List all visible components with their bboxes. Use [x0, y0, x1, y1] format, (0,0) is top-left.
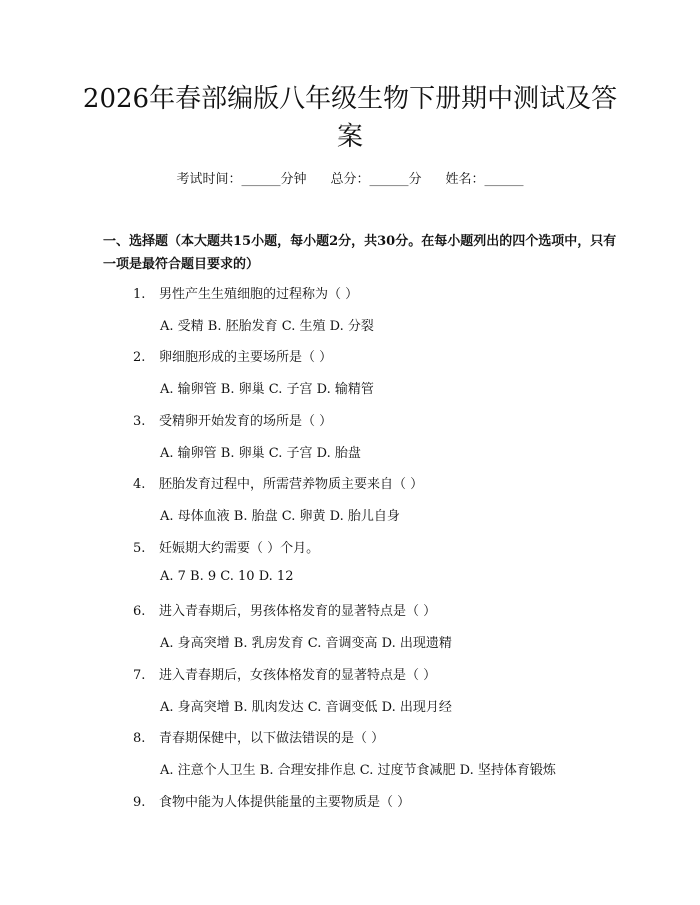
question-text: 男性产生生殖细胞的过程称为（ ） [159, 287, 359, 302]
question-text: 妊娠期大约需要（ ）个月。 [159, 541, 320, 556]
question-number: 9. [133, 795, 146, 810]
question-text: 进入青春期后，男孩体格发育的显著特点是（ ） [159, 604, 437, 619]
question-options: A. 母体血液 B. 胎盘 C. 卵黄 D. 胎儿自身 [160, 509, 400, 524]
section-heading: 一、选择题（本大题共15小题，每小题2分，共30分。在每小题列出的四个选项中，只有一项是最符合题目要求的） [103, 234, 617, 272]
question-options: A. 受精 B. 胚胎发育 C. 生殖 D. 分裂 [160, 319, 374, 334]
question-text: 食物中能为人体提供能量的主要物质是（ ） [159, 795, 411, 810]
question-item [133, 410, 332, 429]
question-text: 进入青春期后，女孩体格发育的显著特点是（ ） [159, 668, 437, 683]
question-text: 受精卵开始发育的场所是（ ） [159, 414, 333, 429]
question-number: 8. [133, 731, 146, 746]
question-item [133, 664, 436, 683]
question-item [133, 727, 384, 746]
question-options: A. 身高突增 B. 肌肉发达 C. 音调变低 D. 出现月经 [160, 700, 452, 715]
question-number: 6. [133, 604, 146, 619]
question-number: 1. [133, 287, 146, 302]
question-options: A. 7 B. 9 C. 10 D. 12 [160, 569, 294, 584]
page-title: 2026年春部编版八年级生物下册期中测试及答案 [82, 84, 618, 152]
exam-info-line [0, 168, 700, 187]
question-number: 7. [133, 668, 146, 683]
question-number: 2. [133, 350, 146, 365]
exam-time-field: 考试时间：______分钟 [176, 172, 307, 187]
question-text: 卵细胞形成的主要场所是（ ） [159, 350, 333, 365]
question-number: 5. [133, 541, 146, 556]
student-name-field: 姓名：______ [445, 172, 524, 187]
question-item [133, 346, 332, 365]
total-score-field: 总分：______分 [330, 172, 422, 187]
question-options: A. 输卵管 B. 卵巢 C. 子宫 D. 胎盘 [160, 446, 361, 461]
question-item [133, 283, 358, 302]
question-options: A. 输卵管 B. 卵巢 C. 子宫 D. 输精管 [160, 382, 374, 397]
question-options: A. 注意个人卫生 B. 合理安排作息 C. 过度节食减肥 D. 坚持体育锻炼 [160, 763, 556, 778]
question-text: 青春期保健中，以下做法错误的是（ ） [159, 731, 385, 746]
question-options: A. 身高突增 B. 乳房发育 C. 音调变高 D. 出现遗精 [160, 636, 452, 651]
question-number: 3. [133, 414, 146, 429]
question-item [133, 537, 319, 556]
question-text: 胚胎发育过程中，所需营养物质主要来自（ ） [159, 477, 424, 492]
question-item [133, 600, 436, 619]
question-item [133, 791, 410, 810]
question-number: 4. [133, 477, 146, 492]
question-item [133, 473, 423, 492]
